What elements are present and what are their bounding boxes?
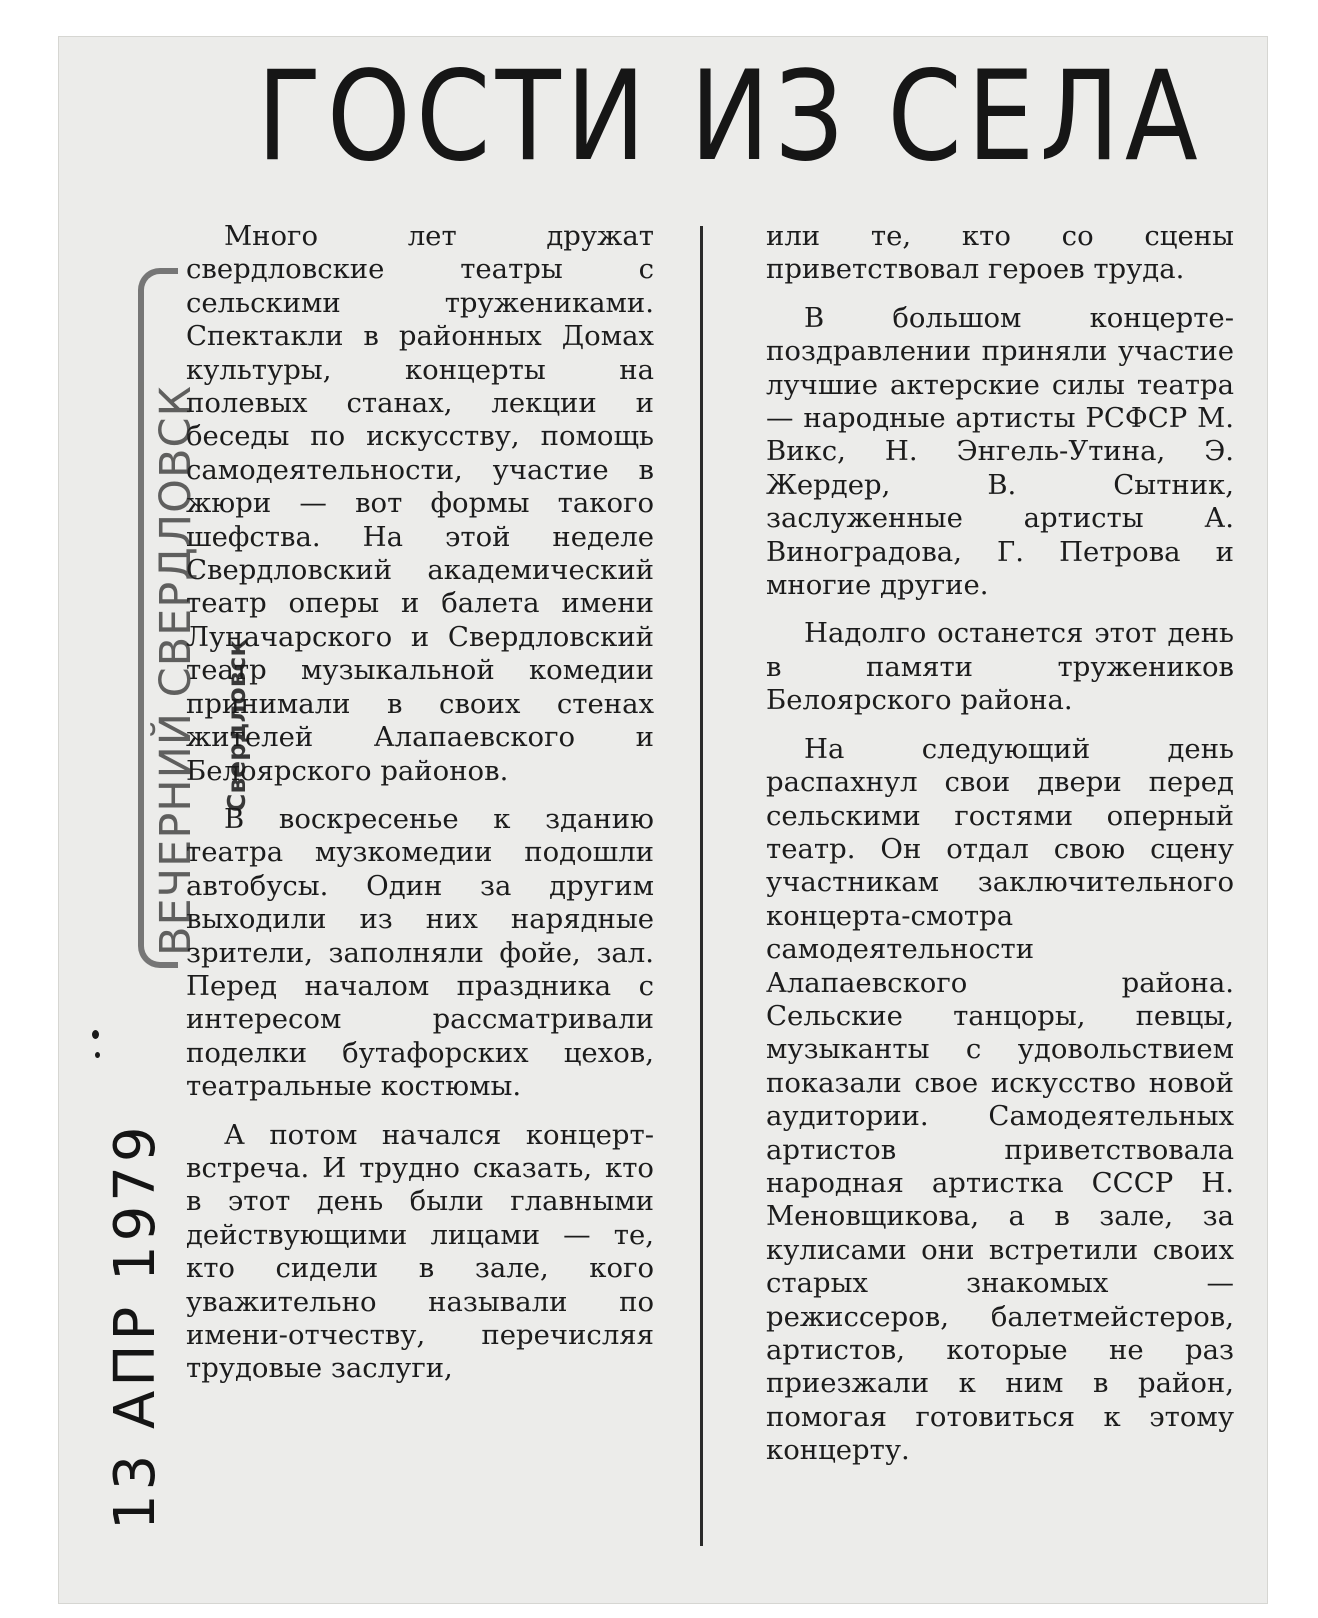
- city-stamp-text: Свердловск: [222, 639, 251, 812]
- article-paragraph: Надолго останется этот день в памяти тружеников Белоярского района.: [766, 617, 1234, 717]
- article-column-right: [766, 220, 1234, 1483]
- article-paragraph: А потом начался концерт-встреча. И трудно сказать, кто в этот день были главными действующими лицами — те, кто сидели в зале, кого уважительно называли по имени-отчеству, перечисляя трудовые заслуги,: [186, 1118, 654, 1385]
- article-paragraph: В большом концерте-поздравлении приняли участие лучшие актерские силы театра — народные артисты РСФСР М. Викс, Н. Энгель-Утина, Э. Жердер, В. Сытник, заслуженные артисты А. Виноградова, Г. Петрова и многие другие.: [766, 301, 1234, 602]
- article-paragraph: На следующий день распахнул свои двери перед сельскими гостями оперный театр. Он отдал свою сцену участникам заключительного концерта-смотра самодеятельности Алапаевского района. Сельские танцоры, певцы, музыканты с удовольствием показали свое искусство новой аудитории. Самодеятельных артистов приветствовала народная артистка СССР Н. Меновщикова, а в зале, за кулисами они встретили своих старых знакомых — режиссеров, балетмейстеров, артистов, которые не раз приезжали к ним в район, помогая готовиться к этому концерту.: [766, 732, 1234, 1467]
- ink-speck: [92, 1030, 99, 1039]
- ink-speck: [95, 1052, 100, 1058]
- article-paragraph-continuation: или те, кто со сцены приветствовал героев труда.: [766, 220, 1234, 286]
- masthead-stamp-text: ВЕЧЕРНИЙ СВЕРДЛОВСК: [151, 384, 201, 956]
- article-column-left: [186, 220, 654, 1401]
- article-paragraph: Много лет дружат свердловские театры с сельскими тружениками. Спектакли в районных Домах культуры, концерты на полевых станах, лекции и беседы по искусству, помощь самодеятельности, участие в жюри — вот формы такого шефства. На этой неделе Свердловский академический театр оперы и балета имени Луначарского и Свердловский театр музыкальной комедии принимали в своих стенах жителей Алапаевского и Белоярского районов.: [186, 220, 654, 787]
- column-divider: [700, 226, 703, 1546]
- date-stamp-text: 13 АПР 1979: [103, 1122, 168, 1530]
- article-headline: ГОСТИ ИЗ СЕЛА: [256, 45, 1204, 189]
- article-paragraph: В воскресенье к зданию театра музкомедии подошли автобусы. Один за другим выходили из них нарядные зрители, заполняли фойе, зал. Перед началом праздника с интересом рассматривали поделки бутафорских цехов, театральные костюмы.: [186, 802, 654, 1103]
